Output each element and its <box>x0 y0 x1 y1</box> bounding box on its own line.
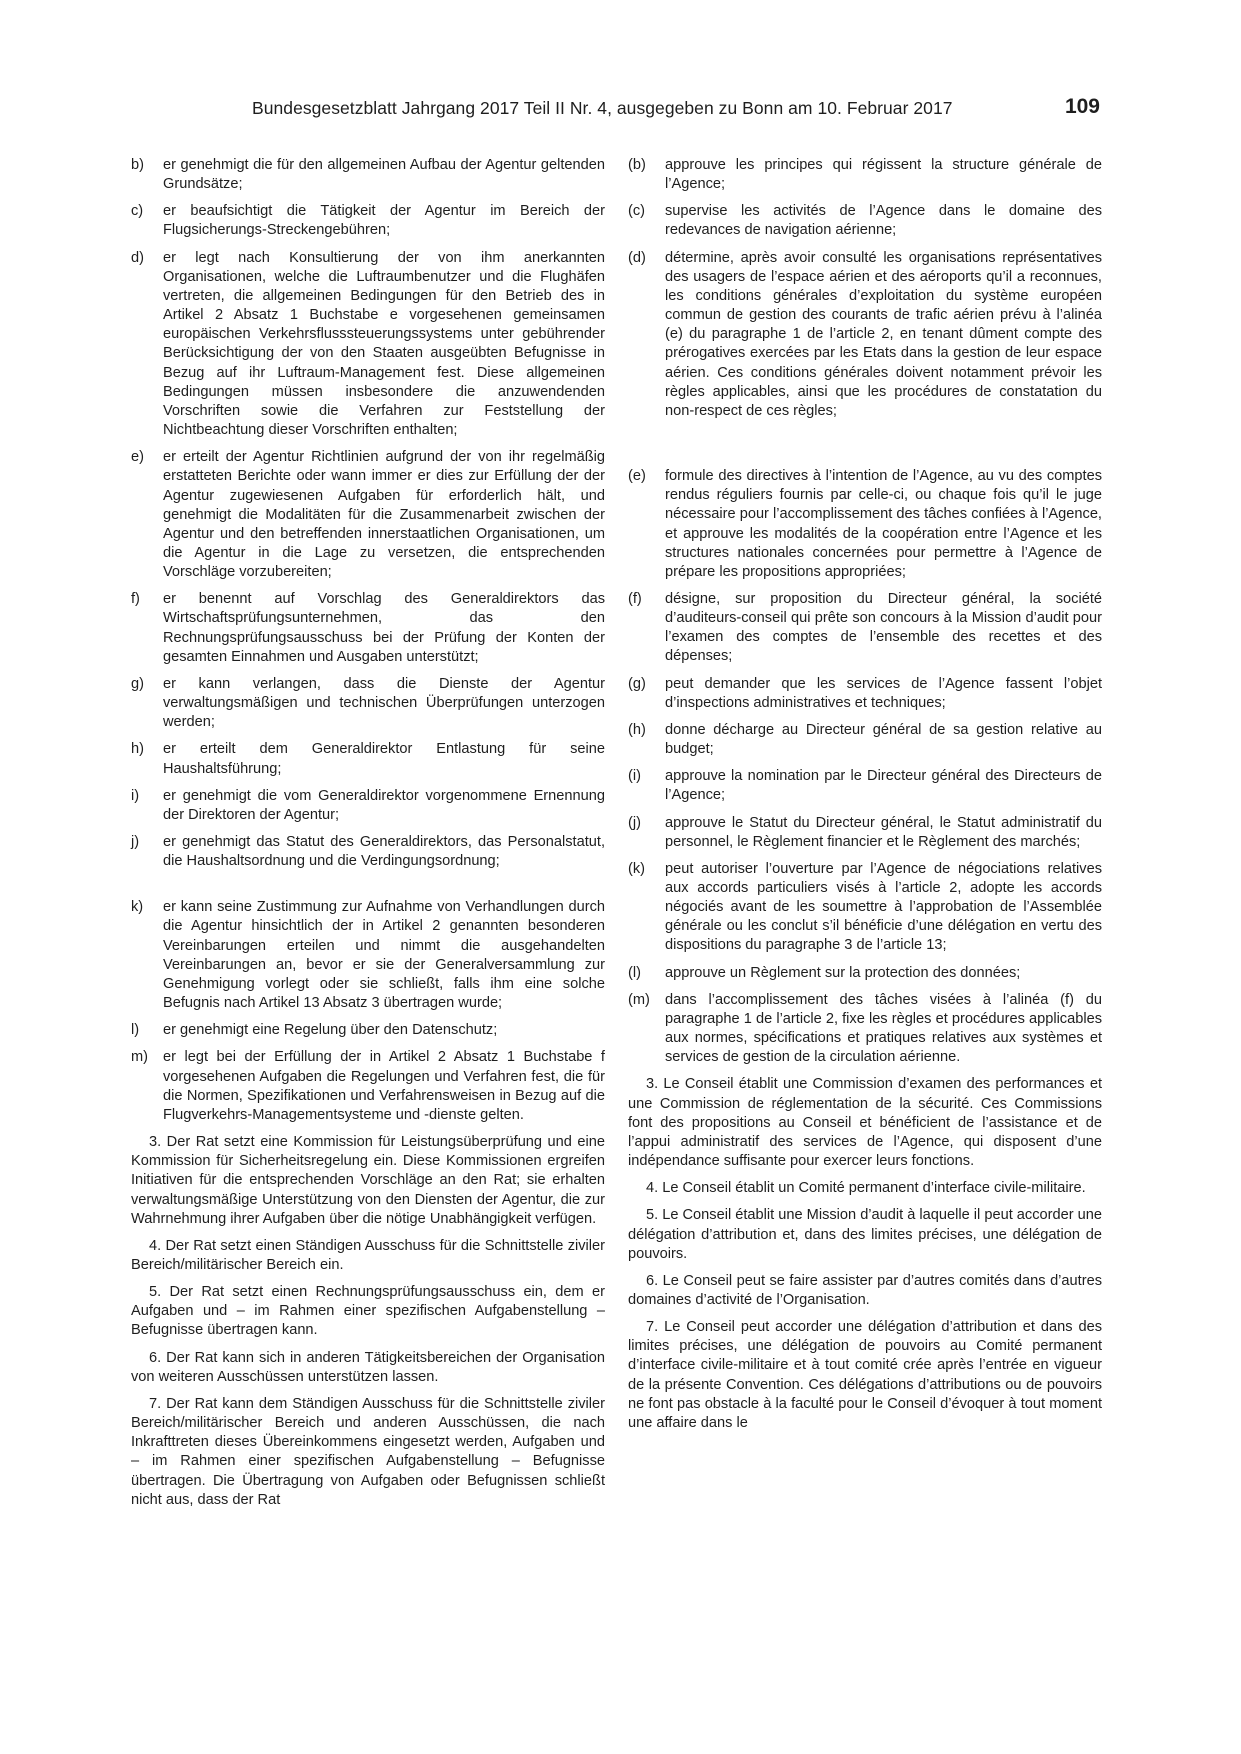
de-item-e <box>131 448 605 582</box>
item-label: h) <box>131 741 144 758</box>
item-text: approuve les principes qui régissent la structure générale de l’Agence; <box>665 157 1102 193</box>
item-label: (b) <box>628 157 646 173</box>
item-label: i) <box>131 787 140 804</box>
de-item-i <box>131 787 605 825</box>
fr-item-k <box>628 860 1102 956</box>
item-label: k) <box>131 899 144 916</box>
de-item-l <box>131 1021 605 1040</box>
de-item-g <box>131 675 605 732</box>
item-text: er genehmigt die für den allgemeinen Aufbau der Agentur geltenden Grundsätze; <box>163 157 605 193</box>
item-text: désigne, sur proposition du Directeur général, la société d’auditeurs-conseil qui prête son concours à la Mission d’audit pour l’examen des comptes de l’ensemble des recettes et des dépenses; <box>665 590 1102 665</box>
de-paragraph-6: 6. Der Rat kann sich in anderen Tätigkeitsbereichen der Organisation von weiteren Ausschüssen unterstützen lassen. <box>131 1349 605 1385</box>
item-label: (k) <box>628 860 646 877</box>
item-text: er genehmigt die vom Generaldirektor vorgenommene Ernennung der Direktoren der Agentur; <box>163 787 605 823</box>
item-label: (e) <box>628 468 646 485</box>
item-text: er legt bei der Erfüllung der in Artikel 2 Absatz 1 Buchstabe f vorgesehenen Aufgaben die Regelungen und Verfahren fest, die für die Normen, Spezifikationen und Verfahrensweisen in Bezug auf die Flugverkehrs-Managementsysteme und -dienste gelten. <box>163 1049 605 1123</box>
item-text: peut demander que les services de l’Agence fassent l’objet d’inspections administratives et techniques; <box>665 675 1102 711</box>
fr-paragraph-3: 3. Le Conseil établit une Commission d’examen des performances et une Commission de réglementation de la sécurité. Ces Commissions font des propositions au Conseil et bénéficient de l’assistance et de l’appui administratif des services de l’Agence, qui disposent d’une indépendance suffisante pour exercer leurs fonctions. <box>628 1076 1102 1170</box>
de-item-k <box>131 898 605 1013</box>
item-label: j) <box>131 834 140 850</box>
item-text: er genehmigt eine Regelung über den Datenschutz; <box>163 1022 498 1039</box>
item-label: b) <box>131 157 144 173</box>
fr-item-j <box>628 814 1102 852</box>
gazette-title: Bundesgesetzblatt Jahrgang 2017 Teil II Nr. 4, ausgegeben zu Bonn am 10. Februar 2017 <box>252 98 953 118</box>
item-label: (l) <box>628 964 641 981</box>
item-text: er erteilt der Agentur Richtlinien aufgrund der von ihr regelmäßig erstatteten Berichte oder wann immer er dies zur Erfüllung der der Agentur zugewiesenen Aufgaben für erforderlich hält, und genehmigt die Modalitäten für die Zusammenarbeit zwischen der Agentur und den betreffenden innerstaatlichen Organisationen, um die Agentur in die Lage zu versetzen, die entsprechenden Vorschläge vorzubereiten; <box>163 449 605 581</box>
item-label: l) <box>131 1022 140 1039</box>
fr-paragraph-6: 6. Le Conseil peut se faire assister par d’autres comités dans d’autres domaines d’activité de l’Organisation. <box>628 1272 1102 1308</box>
item-text: approuve le Statut du Directeur général, le Statut administratif du personnel, le Règlement financier et le Règlement des marchés; <box>665 814 1102 850</box>
item-text: formule des directives à l’intention de l’Agence, au vu des comptes rendus réguliers fournis par celle-ci, ou chaque fois qu’il le juge nécessaire pour l’accomplissement des tâches confiées à l’Agence, et approuve les modalités de la coopération entre l’Agence et les structures nationales concernées pour permettre à l’Agence de prépare les propositions appropriées; <box>665 468 1102 580</box>
de-item-b <box>131 156 605 194</box>
item-label: c) <box>131 203 144 220</box>
item-label: g) <box>131 675 144 692</box>
item-text: approuve la nomination par le Directeur général des Directeurs de l’Agence; <box>665 768 1102 804</box>
item-label: (d) <box>628 249 646 266</box>
item-text: er erteilt dem Generaldirektor Entlastung für seine Haushaltsführung; <box>163 741 605 777</box>
item-text: er beaufsichtigt die Tätigkeit der Agentur im Bereich der Flugsicherungs-Streckengebühren; <box>163 203 605 239</box>
de-item-f <box>131 590 605 667</box>
item-text: dans l’accomplissement des tâches visées à l’alinéa (f) du paragraphe 1 de l’article 2, fixe les règles et procédures applicables aux normes, spécifications et pratiques relatives aux systèmes et services de gestion de la circulation aérienne. <box>665 991 1102 1066</box>
item-text: er kann seine Zustimmung zur Aufnahme von Verhandlungen durch die Agentur hinsichtlich der in Artikel 2 genannten besonderen Vereinbarungen erteilen und nimmt die ausgehandelten Vereinbarungen an, bevor er sie der Generalversammlung zur Genehmigung vorlegt oder sie schließt, falls ihm eine solche Befugnis nach Artikel 13 Absatz 3 übertragen wurde; <box>163 899 605 1012</box>
de-item-h <box>131 740 605 778</box>
item-label: (i) <box>628 768 641 785</box>
page-number: 109 <box>1064 95 1100 118</box>
item-label: (j) <box>628 814 641 831</box>
item-label: d) <box>131 249 144 266</box>
item-label: f) <box>131 591 140 608</box>
de-paragraph-7: 7. Der Rat kann dem Ständigen Ausschuss für die Schnittstelle ziviler Bereich/militärischer Bereich und anderen Ausschüssen, die nach Inkrafttreten dieses Übereinkommens eingesetzt werden, Aufgaben und – im Rahmen einer spezifischen Aufgabenstellung – Befugnisse übertragen. Die Übertragung von Aufgaben oder Befugnissen schließt nicht aus, dass der Rat <box>131 1395 605 1508</box>
item-text: er benennt auf Vorschlag des Generaldirektors das Wirtschaftsprüfungsunternehmen, das den Rechnungsprüfungsausschuss bei der Prüfung der Konten der gesamten Einnahmen und Ausgaben unterstützt; <box>163 591 605 665</box>
de-paragraph-3: 3. Der Rat setzt eine Kommission für Leistungsüberprüfung und eine Kommission für Sicherheitsregelung ein. Diese Kommissionen ergreifen Initiativen für die entsprechenden Vorschläge an den Rat; sie erhalten verwaltungsmäßige Unterstützung von den Diensten der Agentur, die zur Wahrnehmung ihrer Aufgaben über die nötige Unabhängigkeit verfügen. <box>131 1134 605 1227</box>
fr-item-m <box>628 991 1102 1068</box>
fr-paragraph-5: 5. Le Conseil établit une Mission d’audit à laquelle il peut accorder une délégation d’attribution et, dans des limites précises, une délégation de pouvoirs. <box>628 1207 1102 1262</box>
german-column <box>131 156 605 1510</box>
item-text: détermine, après avoir consulté les organisations représentatives des usagers de l’espace aérien et des aéroports qu’il a reconnues, les conditions générales d’exploitation du système européen commun de gestion des courants de trafic aérien prévu à l’alinéa (e) du paragraphe 1 de l’article 2, en tenant dûment compte des prérogatives exercées par les Etats dans la gestion de leur espace aérien. Ces conditions générales doivent notamment prévoir les règles applicables, ainsi que les procédures de constatation du non-respect de ces règles; <box>665 249 1102 419</box>
fr-item-c <box>628 202 1102 240</box>
fr-item-l <box>628 964 1102 983</box>
de-item-d <box>131 249 605 441</box>
item-text: er genehmigt das Statut des Generaldirektors, das Personalstatut, die Haushaltsordnung und die Verdingungsordnung; <box>163 834 605 870</box>
fr-item-i <box>628 767 1102 805</box>
fr-paragraph-7: 7. Le Conseil peut accorder une délégation d’attribution et dans des limites précises, une délégation de pouvoirs au Comité permanent d’interface civile-militaire et à tout comité crée après l’entrée en vigueur de la présente Convention. Ces délégations d’attributions ou de pouvoirs ne font pas obstacle à la faculté pour le Conseil d’évoquer à tout moment une affaire dans le <box>628 1319 1102 1431</box>
fr-item-e <box>628 467 1102 582</box>
item-label: (h) <box>628 721 646 738</box>
fr-item-d <box>628 249 1102 421</box>
item-label: (c) <box>628 203 646 220</box>
fr-item-b <box>628 156 1102 194</box>
french-column <box>628 156 1102 1433</box>
de-item-m <box>131 1048 605 1125</box>
fr-item-g <box>628 675 1102 713</box>
fr-item-h <box>628 721 1102 759</box>
fr-paragraph-4: 4. Le Conseil établit un Comité permanent d’interface civile-militaire. <box>646 1180 1086 1197</box>
de-paragraph-4: 4. Der Rat setzt einen Ständigen Ausschuss für die Schnittstelle ziviler Bereich/militärischer Bereich ein. <box>131 1237 605 1273</box>
item-text: er legt nach Konsultierung der von ihm anerkannten Organisationen, welche die Luftraumbenutzer und die Flughäfen vertreten, die allgemeinen Bedingungen für den Betrieb des in Artikel 2 Absatz 1 Buchstabe e vorgesehenen gemeinsamen europäischen Verkehrsflusssteuerungssystems unter gebührender Berücksichtigung der von den Staaten ausgeübten Befugnisse in Bezug auf ihr Luftraum-Management fest. Diese allgemeinen Bedingungen müssen insbesondere die anzuwendenden Vorschriften sowie die Verfahren zur Feststellung der Nichtbeachtung dieser Vorschriften enthalten; <box>163 249 605 439</box>
item-label: (f) <box>628 590 642 607</box>
item-text: donne décharge au Directeur général de sa gestion relative au budget; <box>665 721 1102 758</box>
item-text: er kann verlangen, dass die Dienste der Agentur verwaltungsmäßigen und technischen Überprüfungen unterzogen werden; <box>163 675 605 731</box>
item-text: peut autoriser l’ouverture par l’Agence de négociations relatives aux accords particuliers visés à l’article 2, adopte les accords négociés avant de les soumettre à l’approbation de l’Assemblée générale ou les conclut s’il bénéficie d’une délégation en vertu des dispositions du paragraphe 3 de l’article 13; <box>665 860 1102 954</box>
de-item-c <box>131 202 605 240</box>
de-item-j <box>131 833 605 871</box>
page-header <box>0 95 1241 126</box>
fr-item-f <box>628 590 1102 667</box>
item-label: e) <box>131 449 144 466</box>
item-label: (m) <box>628 991 650 1008</box>
item-text: approuve un Règlement sur la protection des données; <box>665 964 1021 981</box>
item-text: supervise les activités de l’Agence dans le domaine des redevances de navigation aérienne; <box>665 203 1102 239</box>
item-label: m) <box>131 1049 149 1066</box>
item-label: (g) <box>628 675 646 692</box>
de-paragraph-5: 5. Der Rat setzt einen Rechnungsprüfungsausschuss ein, dem er Aufgaben und – im Rahmen einer spezifischen Aufgabenstellung – Befugnisse übertragen kann. <box>131 1284 605 1339</box>
